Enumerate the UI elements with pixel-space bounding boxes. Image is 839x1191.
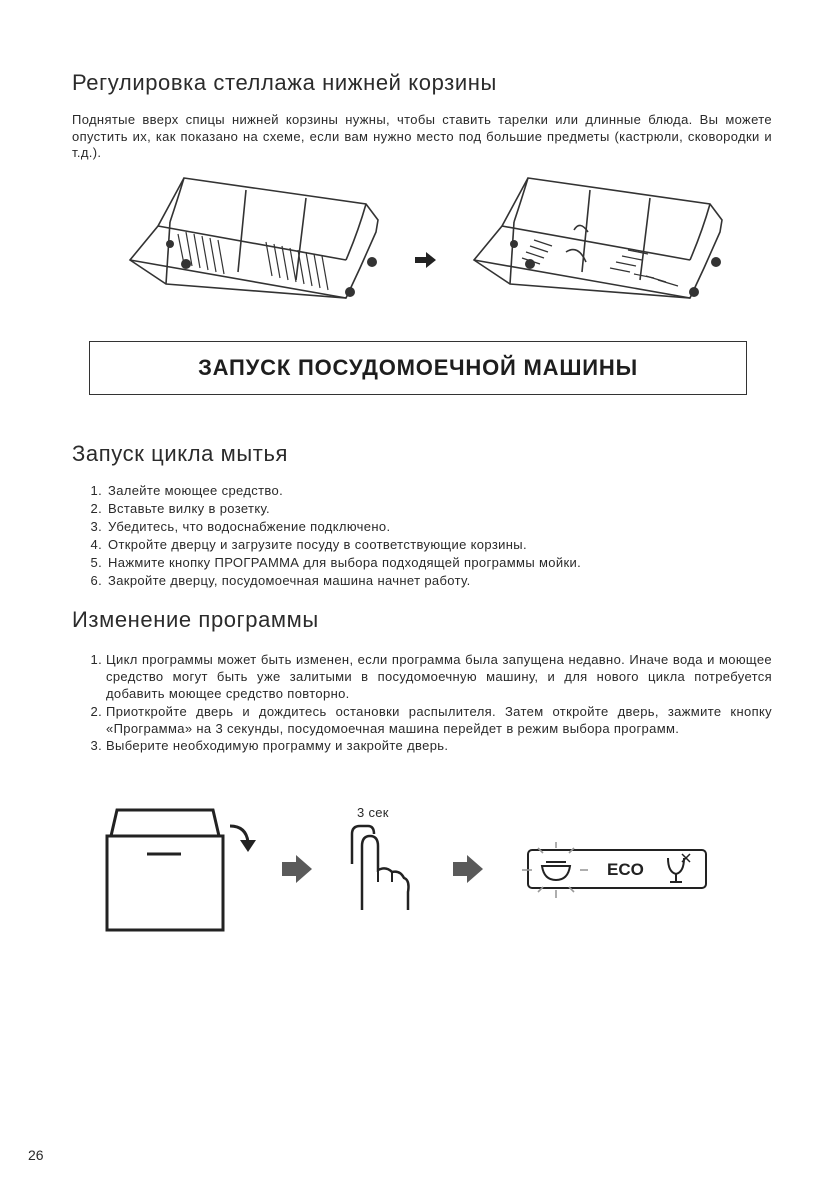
rotate-arrow-icon bbox=[226, 820, 260, 856]
basket-lowered-icon bbox=[470, 172, 726, 306]
right-arrow-icon bbox=[415, 252, 437, 268]
basket-raised-icon bbox=[126, 172, 382, 304]
section-banner bbox=[89, 341, 747, 395]
wash-step: 2. Вставьте вилку в розетку. bbox=[106, 500, 806, 518]
right-arrow-icon bbox=[453, 855, 483, 883]
right-arrow-icon bbox=[282, 855, 312, 883]
press-finger-icon bbox=[346, 824, 412, 914]
glass-icon bbox=[668, 854, 690, 882]
wash-step: 6. Закройте дверцу, посудомоечная машина начнет работу. bbox=[106, 572, 806, 590]
dishwasher-door-icon bbox=[103, 806, 227, 934]
eco-label: ECO bbox=[607, 860, 644, 879]
wash-step: 1. Залейте моющее средство. bbox=[106, 482, 806, 500]
wash-step: 4. Откройте дверцу и загрузите посуду в соответствующие корзины. bbox=[106, 536, 806, 554]
banner-title: ЗАПУСК ПОСУДОМОЕЧНОЙ МАШИНЫ bbox=[198, 355, 638, 380]
bowl-icon bbox=[542, 862, 570, 880]
section-title-program-change: Изменение программы bbox=[72, 607, 319, 632]
page-number: 26 bbox=[28, 1147, 44, 1163]
change-step: 1. Цикл программы может быть изменен, если программа была запущена недавно. Иначе вода и моющее средство могут быть уже залитыми в посудомоечную машину, и для нового цикла потребуется добавить моющее средство повторно. bbox=[106, 651, 772, 703]
basket-paragraph: Поднятые вверх спицы нижней корзины нужны, чтобы ставить тарелки или длинные блюда. Вы можете опустить их, как показано на схеме, если вам нужно место под большие предметы (кастрюли, сковородки и т.д.). bbox=[72, 112, 772, 160]
change-step: 3. Выберите необходимую программу и закройте дверь. bbox=[106, 737, 772, 754]
change-step: 2. Приоткройте дверь и дождитесь остановки распылителя. Затем откройте дверь, зажмите кнопку «Программа» на 3 секунды, посудомоечная машина перейдет в режим выбора программ. bbox=[106, 703, 772, 737]
control-display bbox=[518, 840, 710, 902]
press-time-label: 3 сек bbox=[357, 805, 389, 820]
wash-step: 5. Нажмите кнопку ПРОГРАММА для выбора подходящей программы мойки. bbox=[106, 554, 806, 572]
wash-cycle-steps bbox=[72, 482, 806, 590]
section-title-wash-cycle: Запуск цикла мытья bbox=[72, 441, 289, 466]
program-change-steps bbox=[72, 651, 772, 754]
wash-step: 3. Убедитесь, что водоснабжение подключено. bbox=[106, 518, 806, 536]
section-title-basket: Регулировка стеллажа нижней корзины bbox=[72, 70, 497, 95]
